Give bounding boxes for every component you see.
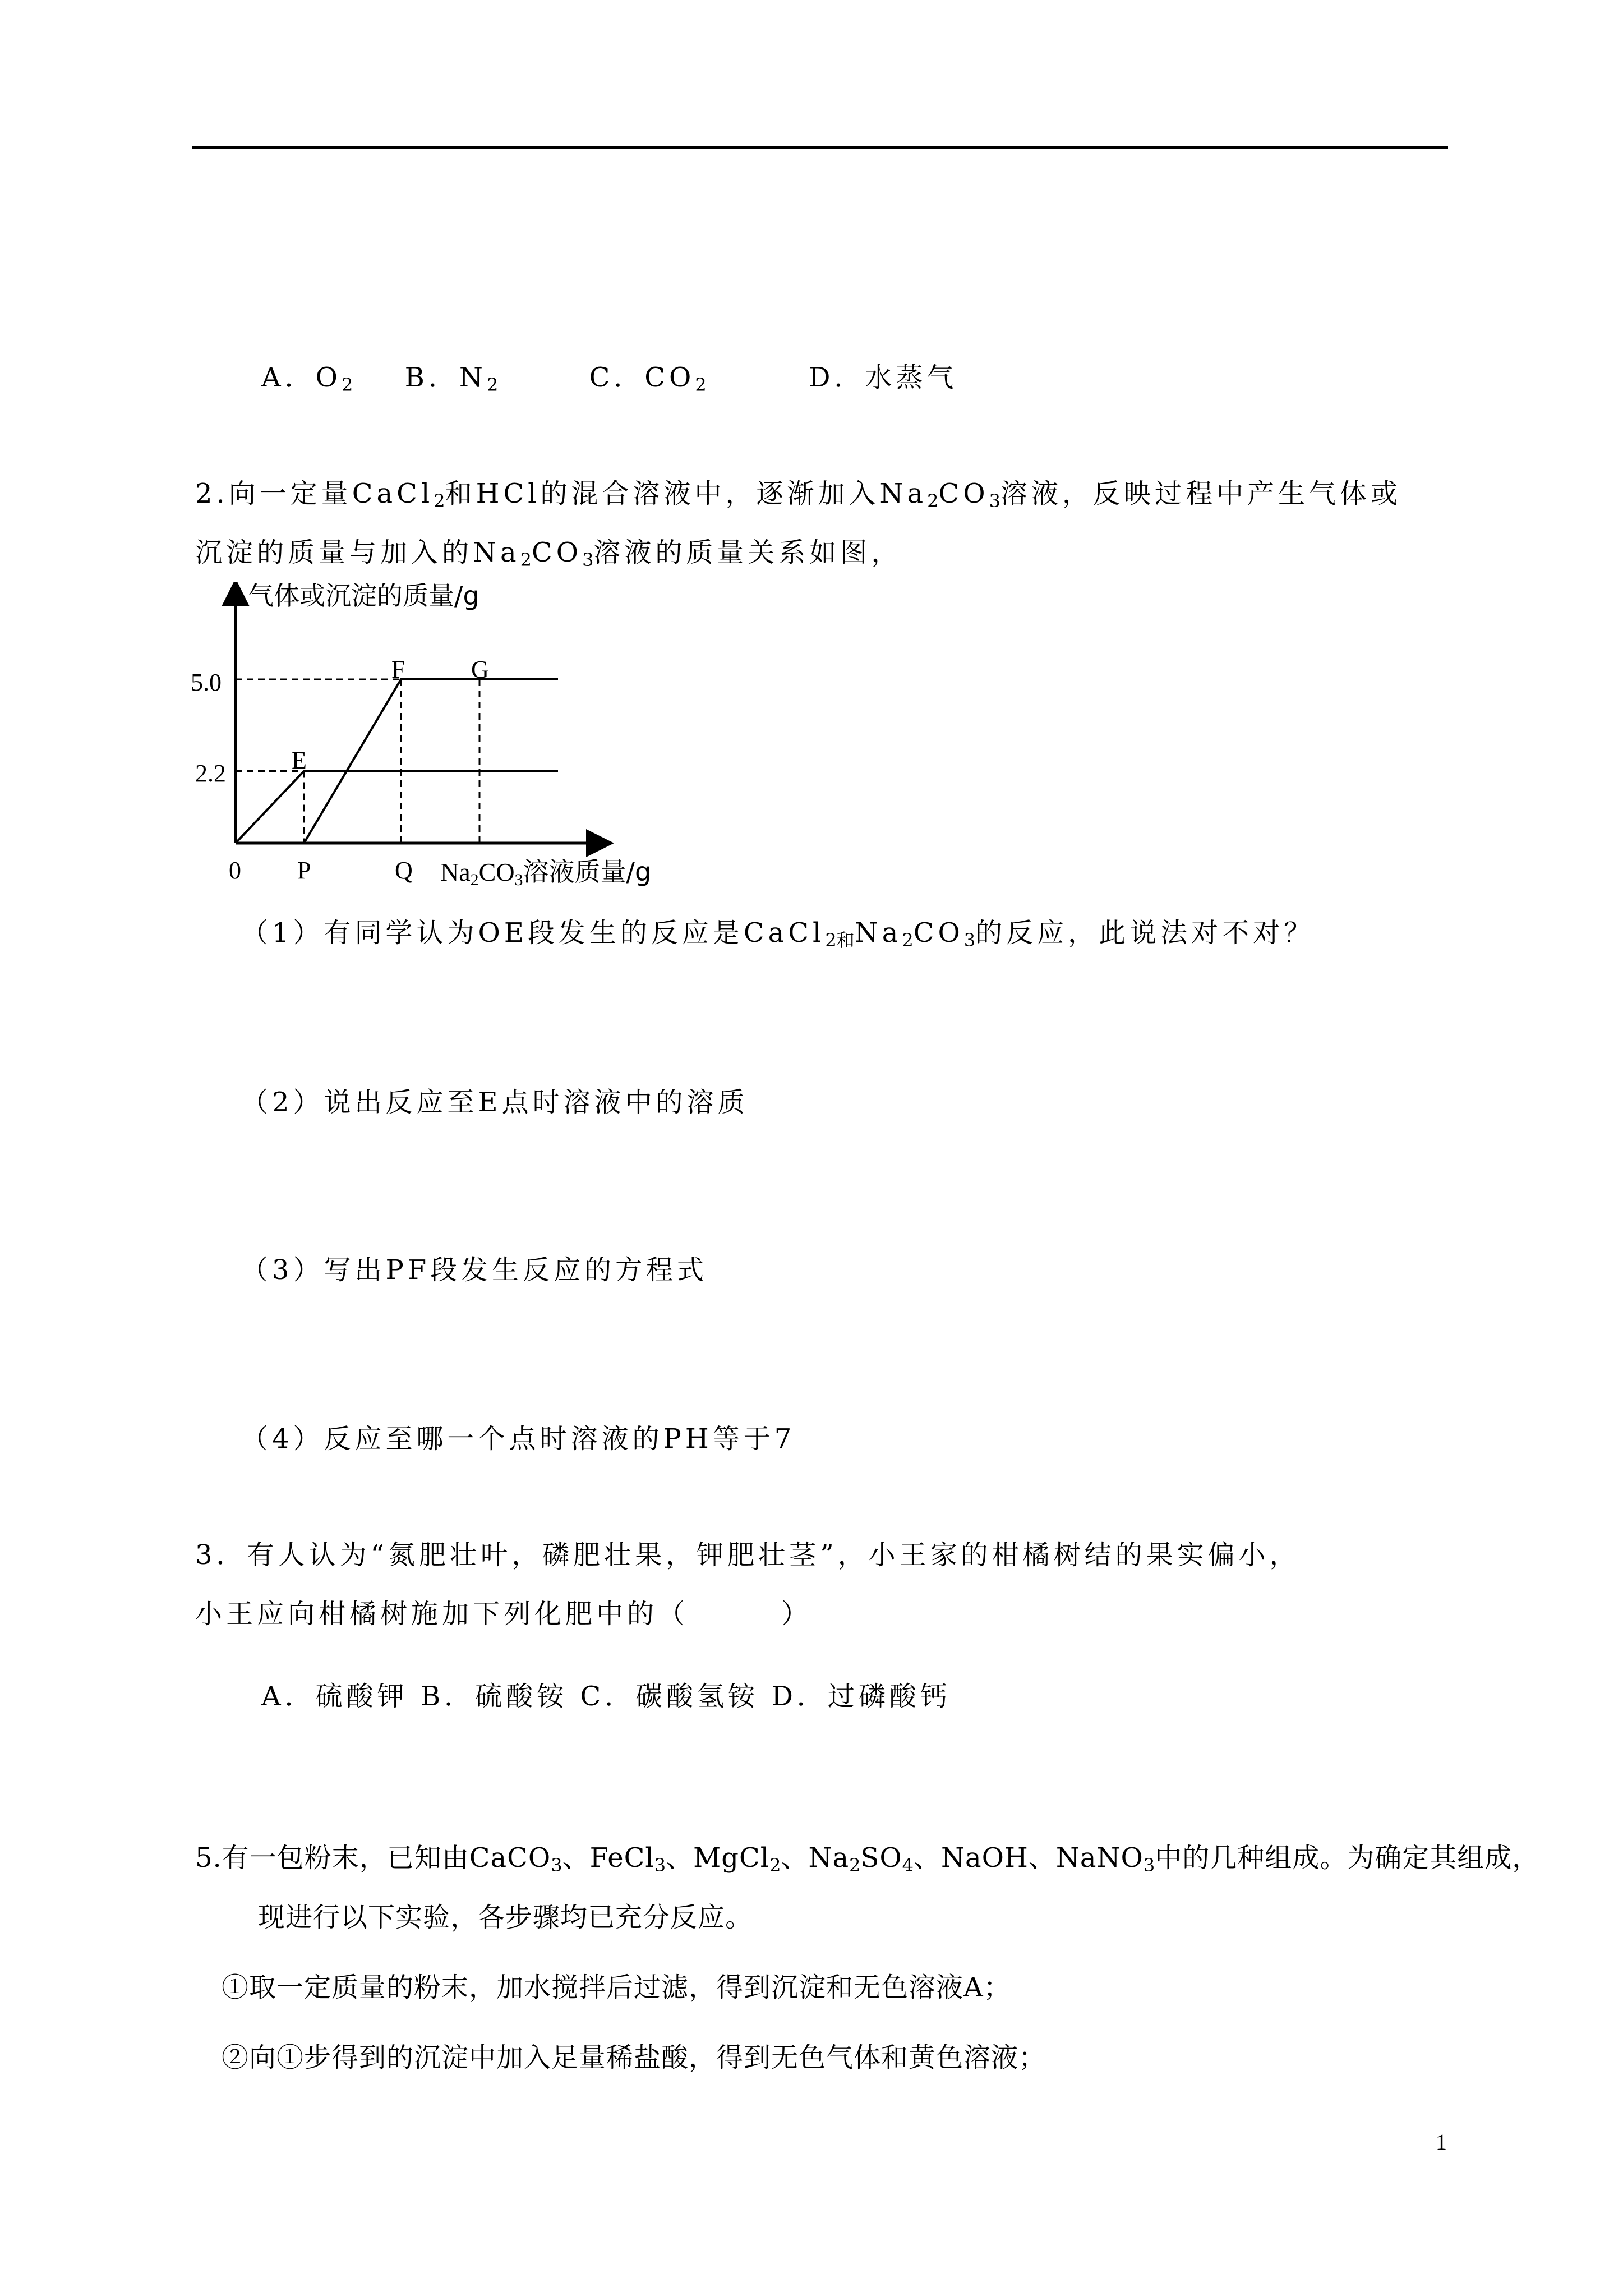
- page-number: 1: [1436, 2129, 1447, 2155]
- origin-label: 0: [229, 857, 241, 884]
- q3-stem-line2: 小王应向柑橘树施加下列化肥中的（ ）: [195, 1598, 813, 1630]
- q1-option-c: C．$CO_2$: [589, 362, 707, 395]
- mass-relationship-chart: [185, 582, 690, 896]
- series-line-2: [304, 679, 558, 843]
- q5-stem-line1: 5.有一包粉末，已知由CaCO$_3$、FeCl$_3$、MgCl$_2$、$Na_2SO_4$、NaOH、NaNO$_3$中的几种组成。为确定其组成，: [195, 1842, 1540, 1876]
- q2-stem-line1: 2.向一定量CaCl$_2$和HCl的混合溶液中，逐渐加入$Na_2CO_3$溶液，反映过程中产生气体或: [195, 478, 1401, 512]
- q1-option-a: A．$O_2$: [261, 362, 353, 395]
- header-rule: [192, 146, 1448, 149]
- q2-sub1: （1）有同学认为OE段发生的反应是$CaCl_{2和}Na_2CO_3$的反应，此说法对不对？: [241, 917, 1315, 951]
- q2-stem-line2: 沉淀的质量与加入的$Na_2CO_3$溶液的质量关系如图，: [195, 537, 902, 570]
- y-tick-2-2: 2.2: [195, 760, 226, 787]
- q2-sub3: （3）写出PF段发生反应的方程式: [241, 1254, 708, 1286]
- x-tick-p: P: [297, 857, 311, 884]
- point-label-g: G: [471, 656, 489, 683]
- x-axis-label: Na2CO3溶液质量/g: [440, 857, 652, 889]
- x-tick-q: Q: [395, 857, 413, 884]
- q5-step2: ②向①步得到的沉淀中加入足量稀盐酸，得到无色气体和黄色溶液；: [222, 2042, 1046, 2073]
- q1-options: [261, 361, 958, 394]
- y-axis-label: 气体或沉淀的质量/g: [248, 582, 479, 611]
- q3-options: A．硫酸钾 B．硫酸铵 C．碳酸氢铵 D．过磷酸钙: [261, 1681, 951, 1712]
- y-tick-5: 5.0: [191, 669, 222, 696]
- series-line-1: [236, 771, 558, 843]
- q5-stem-line2: 现进行以下实验，各步骤均已充分反应。: [258, 1902, 753, 1933]
- q1-option-b: B．$N_2$: [404, 362, 499, 395]
- q5-step1: ①取一定质量的粉末，加水搅拌后过滤，得到沉淀和无色溶液A；: [222, 1972, 1011, 2003]
- q3-stem-line1: 3．有人认为“氮肥壮叶，磷肥壮果，钾肥壮茎”，小王家的柑橘树结的果实偏小，: [195, 1539, 1301, 1571]
- q2-sub2: （2）说出反应至E点时溶液中的溶质: [241, 1087, 749, 1118]
- point-label-e: E: [292, 747, 307, 774]
- q1-option-d: D．水蒸气: [809, 362, 958, 393]
- q2-sub4: （4）反应至哪一个点时溶液的PH等于7: [241, 1423, 796, 1455]
- point-label-f: F: [391, 656, 405, 683]
